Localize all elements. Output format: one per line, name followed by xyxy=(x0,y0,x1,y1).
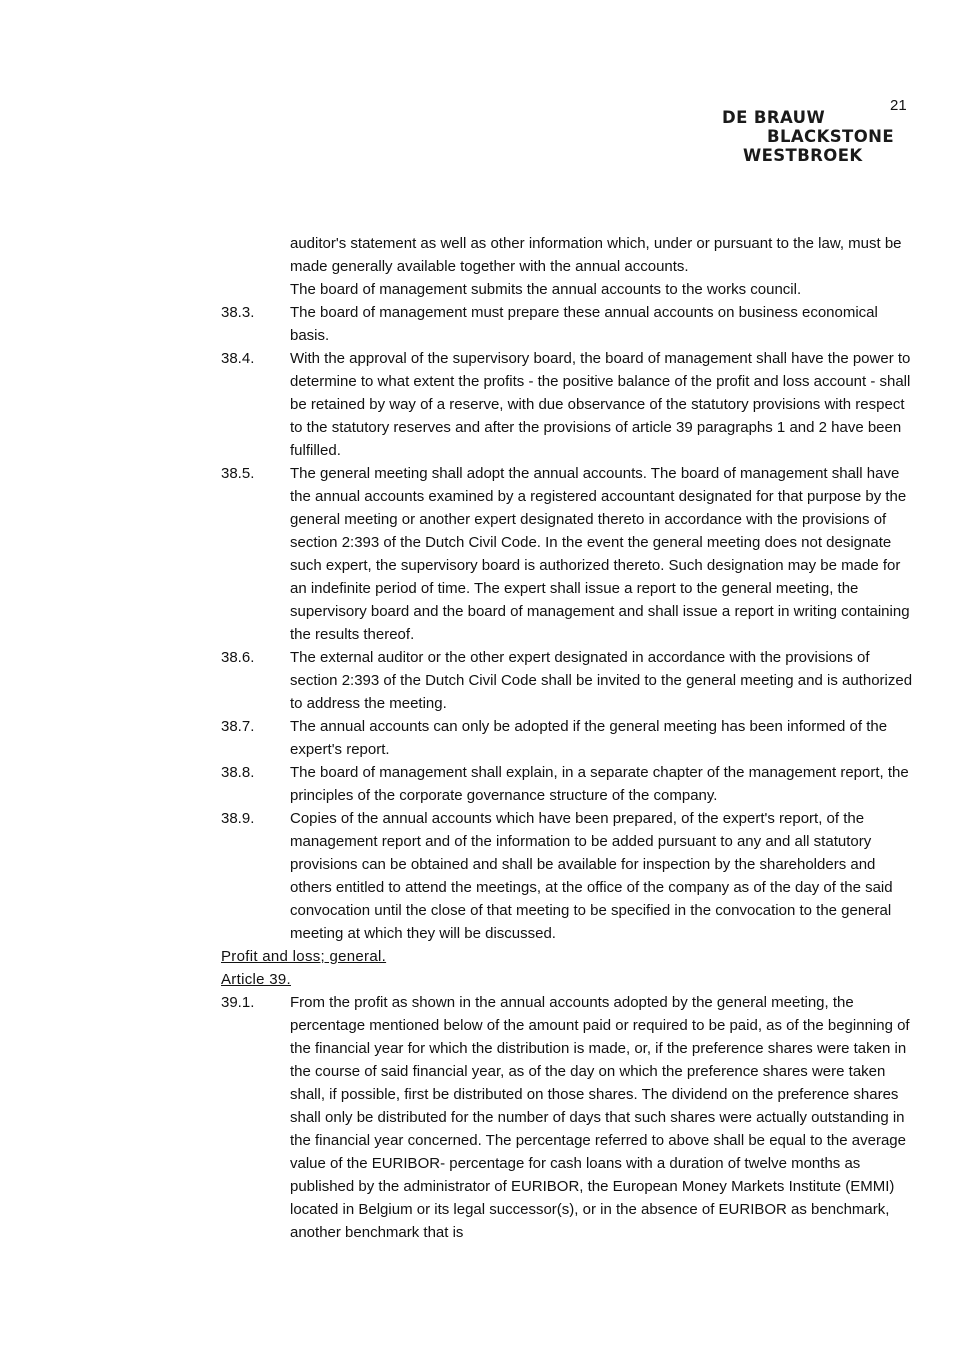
clause-39-1 xyxy=(221,991,916,1244)
clause-number: 38.6. xyxy=(221,649,255,666)
clause-text: The annual accounts can only be adopted if the general meeting has been informed of the expert's report. xyxy=(290,718,888,758)
clause-38-4 xyxy=(221,347,916,462)
clause-number: 38.7. xyxy=(221,718,255,735)
clause-38-3 xyxy=(221,301,916,347)
clause-number: 38.4. xyxy=(221,350,255,367)
section-heading: Profit and loss; general. xyxy=(221,948,387,965)
page-number: 21 xyxy=(890,97,907,114)
clause-number: 39.1. xyxy=(221,994,255,1011)
continuation-paragraph: The board of management submits the annual accounts to the works council. xyxy=(290,281,802,298)
clause-38-7 xyxy=(221,715,916,761)
clause-text: From the profit as shown in the annual accounts adopted by the general meeting, the percentage mentioned below of the amount paid or required to be paid, as of the beginning of the financial year for which the distribution is made, or, if the preference shares were taken in the course of said financial year, as of the day on which the preference shares were taken shall, if possible, first be distributed on those shares. The dividend on the preference shares shall only be distributed for the number of days that such shares were actually outstanding in the financial year concerned. The percentage referred to above shall be equal to the average value of the EURIBOR- percentage for cash loans with a duration of twelve months as published by the administrator of EURIBOR, the European Money Markets Institute (EMMI) located in Belgium or its legal successor(s), or in the absence of EURIBOR as benchmark, another benchmark that is xyxy=(290,994,910,1241)
clause-text: Copies of the annual accounts which have been prepared, of the expert's report, of the management report and of the information to be added pursuant to any and all statutory provisions can be obtained and shall be available for inspection by the shareholders and others entitled to attend the meetings, at the office of the company as of the day of the said convocation until the close of that meeting to be specified in the convocation to the general meeting at which they will be discussed. xyxy=(290,810,893,942)
document-body xyxy=(221,232,916,1244)
logo-line-2: BLACKSTONE xyxy=(767,127,895,146)
continuation-paragraph: auditor's statement as well as other information which, under or pursuant to the law, must be made generally available together with the annual accounts. xyxy=(290,235,902,275)
clause-38-6 xyxy=(221,646,916,715)
clause-38-8 xyxy=(221,761,916,807)
clause-number: 38.8. xyxy=(221,764,255,781)
logo-line-3: WESTBROEK xyxy=(743,146,863,165)
clause-number: 38.5. xyxy=(221,465,255,482)
clause-text: The board of management shall explain, in a separate chapter of the management report, the principles of the corporate governance structure of the company. xyxy=(290,764,909,804)
clause-text: The general meeting shall adopt the annual accounts. The board of management shall have the annual accounts examined by a registered accountant designated for that purpose by the general meeting or another expert designated thereto in accordance with the provisions of section 2:393 of the Dutch Civil Code. In the event the general meeting does not designate such expert, the supervisory board is authorized thereto. Such designation may be made for an indefinite period of time. The expert shall issue a report to the general meeting, the supervisory board and the board of management and shall issue a report in writing containing the results thereof. xyxy=(290,465,910,643)
clause-text: The board of management must prepare these annual accounts on business economical basis. xyxy=(290,304,878,344)
clause-number: 38.9. xyxy=(221,810,255,827)
clause-38-9 xyxy=(221,807,916,945)
article-heading: Article 39. xyxy=(221,971,291,988)
clause-number: 38.3. xyxy=(221,304,255,321)
firm-logo xyxy=(722,108,894,165)
logo-line-1: DE BRAUW xyxy=(722,108,826,127)
clause-text: With the approval of the supervisory board, the board of management shall have the power to determine to what extent the profits - the positive balance of the profit and loss account - shall be retained by way of a reserve, with due observance of the statutory provisions with respect to the statutory reserves and after the provisions of article 39 paragraphs 1 and 2 have been fulfilled. xyxy=(290,350,911,459)
clause-text: The external auditor or the other expert designated in accordance with the provisions of section 2:393 of the Dutch Civil Code shall be invited to the general meeting and is authorized to address the meeting. xyxy=(290,649,913,712)
clause-38-5 xyxy=(221,462,916,646)
